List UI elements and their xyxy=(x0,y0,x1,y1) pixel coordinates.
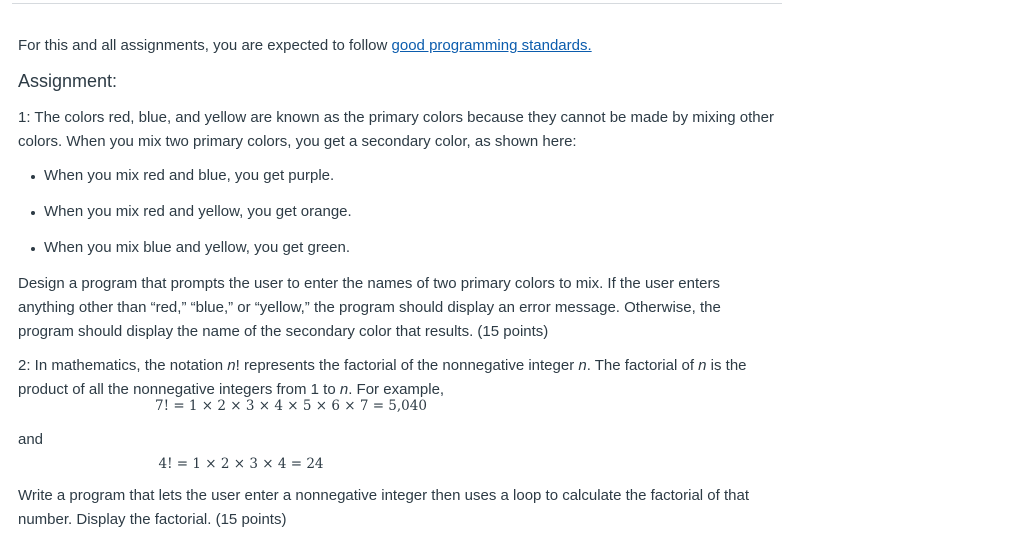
q2-intro-text: . The factorial of xyxy=(586,357,699,374)
list-item: When you mix blue and yellow, you get green. xyxy=(44,236,778,260)
assignment-heading: Assignment: xyxy=(18,71,118,91)
q1-task: Design a program that prompts the user to enter the names of two primary colors to mix. If the user enters anything other than “red,” “blue,” or “yellow,” the program should display an error message. Otherwise, the program should display the name of the secondary color that results. (15 points) xyxy=(18,275,721,340)
assignment-content xyxy=(18,34,778,542)
q2-task: Write a program that lets the user enter a nonnegative integer then uses a loop to calculate the factorial of that number. Display the factorial. (15 points) xyxy=(18,487,749,528)
q2-intro-text: ! represents the factorial of the nonnegative integer xyxy=(235,357,579,374)
q1-intro: 1: The colors red, blue, and yellow are known as the primary colors because they cannot be made by mixing other colors. When you mix two primary colors, you get a secondary color, as shown here: xyxy=(18,109,774,150)
and-text: and xyxy=(18,431,44,448)
list-item: When you mix red and blue, you get purple. xyxy=(44,164,778,188)
color-mix-list xyxy=(18,164,778,260)
top-divider xyxy=(12,3,782,4)
intro-text: For this and all assignments, you are expected to follow xyxy=(18,37,392,54)
factorial-example-4: 4! = 1 × 2 × 3 × 4 = 24 xyxy=(158,456,324,472)
intro-paragraph xyxy=(18,34,778,58)
math-variable: n xyxy=(339,381,349,398)
math-variable: n xyxy=(227,357,236,374)
list-item: When you mix red and yellow, you get orange. xyxy=(44,200,778,224)
q2-intro-text: is the product of all the nonnegative integers from 1 to xyxy=(18,357,747,398)
factorial-example-7: 7! = 1 × 2 × 3 × 4 × 5 × 6 × 7 = 5,040 xyxy=(155,398,427,414)
good-programming-standards-link[interactable]: good programming standards. xyxy=(391,37,592,54)
q2-intro-text: . For example, xyxy=(348,381,445,398)
q2-intro xyxy=(18,354,778,402)
math-variable: n xyxy=(698,357,707,374)
math-variable: n xyxy=(578,357,587,374)
q2-intro-text: 2: In mathematics, the notation xyxy=(18,357,228,374)
